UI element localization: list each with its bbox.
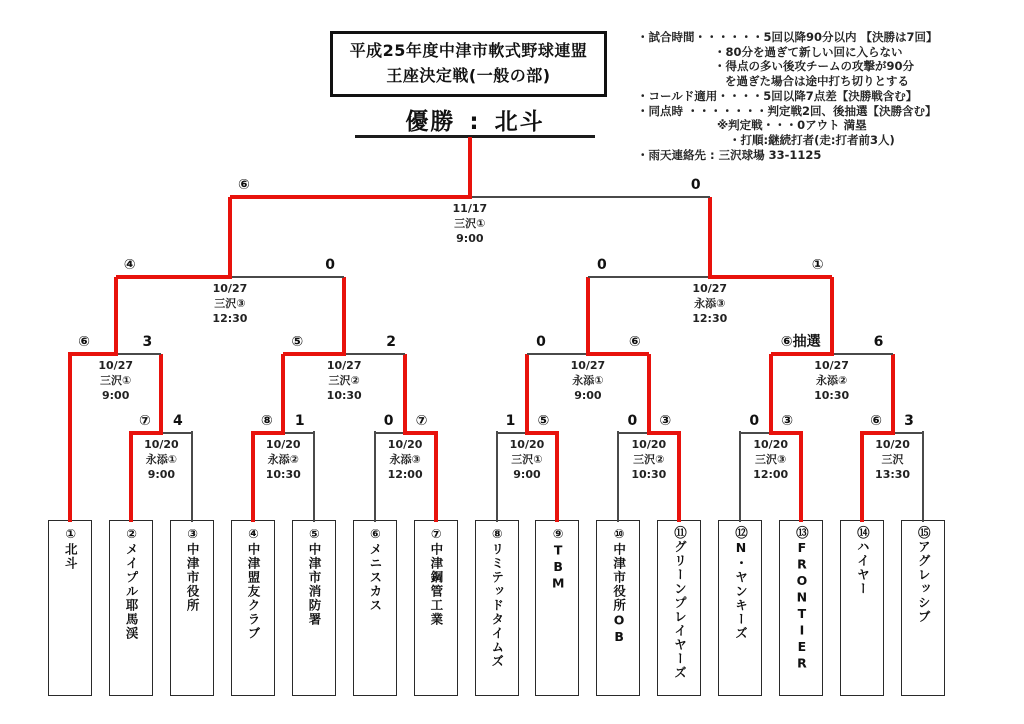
note-line-9: ・雨天連絡先 : 三沢球場 33-1125 xyxy=(637,147,822,162)
note-line-5: ・コールド適用・・・・5回以降7点差【決勝戦含む】 xyxy=(637,88,918,103)
f1-bar-left xyxy=(230,195,472,199)
team-name-8: ⑧リミテッドタイムズ xyxy=(489,526,505,669)
m2-leg-right xyxy=(313,431,315,522)
q1-time: 9:00 xyxy=(102,389,130,402)
q3-venue: 永添① xyxy=(572,374,604,387)
team-name-10: ⑩中津市役所OB xyxy=(611,526,627,646)
m1-date: 10/20 xyxy=(144,438,179,451)
m7-score-right: 3 xyxy=(904,413,914,429)
team-name-14: ⑭ハイヤー xyxy=(855,526,871,596)
q1-leg-left xyxy=(68,352,72,522)
team-box-14 xyxy=(840,520,884,696)
m2-bar-right xyxy=(281,432,313,434)
s1-bar-right xyxy=(228,276,344,278)
m3-bar-right xyxy=(403,431,435,435)
q2-bar-left xyxy=(283,352,346,356)
team-box-11 xyxy=(657,520,701,696)
m7-bar-right xyxy=(891,432,923,434)
q1-bar-left xyxy=(70,352,118,356)
team-box-7 xyxy=(414,520,458,696)
m4-venue: 三沢① xyxy=(511,453,543,466)
m5-leg-right xyxy=(677,431,681,522)
s1-date: 10/27 xyxy=(212,282,248,295)
q1-score-right: 3 xyxy=(142,334,153,350)
team-name-1: ①北斗 xyxy=(63,526,79,571)
note-line-4: を過ぎた場合は途中打ち切りとする xyxy=(725,74,909,89)
note-line-6: ・同点時 ・・・・・・・判定戦2回、後抽選【決勝含む】 xyxy=(637,103,937,118)
s2-date: 10/27 xyxy=(692,282,728,295)
s2-score-left: 0 xyxy=(597,257,607,273)
s2-bar-left xyxy=(588,276,712,278)
q3-bar-left xyxy=(527,353,590,355)
team-name-7: ⑦中津鋼管工業 xyxy=(428,526,444,627)
m4-score-right: ⑤ xyxy=(537,413,550,429)
q1-bar-right xyxy=(114,353,162,355)
team-box-13 xyxy=(779,520,823,696)
m7-time: 13:30 xyxy=(875,468,911,481)
f1-bar-right xyxy=(468,196,710,198)
q1-score-left: ⑥ xyxy=(78,334,90,350)
m6-bar-right xyxy=(769,431,801,435)
team-box-3 xyxy=(170,520,214,696)
q1-date: 10/27 xyxy=(98,359,134,372)
q4-score-right: 6 xyxy=(873,334,884,350)
team-box-2 xyxy=(109,520,153,696)
q4-bar-left xyxy=(771,352,834,356)
title-box xyxy=(330,31,607,97)
m5-time: 10:30 xyxy=(631,468,667,481)
f1-score-left: ⑥ xyxy=(238,177,250,193)
q3-score-right: ⑥ xyxy=(628,334,641,350)
m3-score-right: ⑦ xyxy=(415,413,428,429)
m7-venue: 三沢 xyxy=(881,453,904,466)
m4-date: 10/20 xyxy=(509,438,545,451)
m3-time: 12:00 xyxy=(387,468,423,481)
m5-bar-right xyxy=(647,431,679,435)
m2-winner-riser xyxy=(281,354,285,435)
champion-label: 優勝 xyxy=(405,109,456,135)
m3-score-left: 0 xyxy=(383,413,394,429)
q3-winner-riser xyxy=(586,277,590,356)
f1-time: 9:00 xyxy=(456,232,484,245)
team-box-12 xyxy=(718,520,762,696)
team-name-13: ⑬FRONTIER xyxy=(794,526,810,672)
title-line-1: 平成25年度中津市軟式野球連盟 xyxy=(349,41,588,61)
s1-score-left: ④ xyxy=(123,257,136,273)
note-line-8: ・打順:継続打者(走:打者前3人) xyxy=(729,132,895,147)
q4-bar-right xyxy=(830,353,893,355)
note-line-7: ※判定戦・・・0アウト 満塁 xyxy=(717,118,867,133)
m4-bar-right xyxy=(525,431,557,435)
m5-score-right: ③ xyxy=(659,413,672,429)
champion-name: 北斗 xyxy=(494,109,545,135)
m5-leg-left xyxy=(617,431,619,522)
q4-score-left: ⑥抽選 xyxy=(780,334,821,350)
f1-venue: 三沢① xyxy=(454,217,486,230)
s2-score-right: ① xyxy=(811,257,824,273)
m1-score-right: 4 xyxy=(172,413,183,429)
s1-venue: 三沢③ xyxy=(214,297,246,310)
team-box-5 xyxy=(292,520,336,696)
m6-score-left: 0 xyxy=(749,413,760,429)
q2-date: 10/27 xyxy=(326,359,362,372)
m2-venue: 永添② xyxy=(267,453,299,466)
m1-leg-left xyxy=(129,431,133,522)
team-name-12: ⑫N・ヤンキーズ xyxy=(733,526,749,641)
m6-venue: 三沢③ xyxy=(755,453,787,466)
q4-date: 10/27 xyxy=(814,359,849,372)
q3-time: 9:00 xyxy=(574,389,602,402)
note-line-3: ・得点の多い後攻チームの攻撃が90分 xyxy=(714,59,915,74)
m2-leg-left xyxy=(251,431,255,522)
s2-venue: 永添③ xyxy=(694,297,726,310)
champion-underline xyxy=(355,135,595,138)
s2-winner-riser xyxy=(708,197,712,279)
m5-score-left: 0 xyxy=(627,413,638,429)
f1-date: 11/17 xyxy=(452,202,488,215)
s1-time: 12:30 xyxy=(212,312,248,325)
m2-score-left: ⑧ xyxy=(260,413,273,429)
m1-winner-riser xyxy=(159,354,163,435)
q4-winner-riser xyxy=(830,277,834,356)
team-name-11: ⑪グリーンプレイヤーズ xyxy=(672,526,688,680)
m6-winner-riser xyxy=(769,354,773,435)
q1-venue: 三沢① xyxy=(100,374,132,387)
m6-score-right: ③ xyxy=(781,413,794,429)
m6-leg-right xyxy=(799,431,803,522)
m5-venue: 三沢② xyxy=(633,453,665,466)
q3-date: 10/27 xyxy=(570,359,606,372)
team-box-10 xyxy=(596,520,640,696)
team-name-3: ③中津市役所 xyxy=(185,526,201,613)
m1-time: 9:00 xyxy=(147,468,176,481)
team-box-4 xyxy=(231,520,275,696)
s1-score-right: 0 xyxy=(325,257,336,273)
m7-leg-right xyxy=(922,431,924,522)
q3-score-left: 0 xyxy=(536,334,546,350)
m3-leg-right xyxy=(434,431,438,522)
team-name-2: ②メイプル耶馬渓 xyxy=(124,526,140,641)
m3-date: 10/20 xyxy=(387,438,423,451)
m5-date: 10/20 xyxy=(631,438,667,451)
team-name-4: ④中津盟友クラブ xyxy=(246,526,262,641)
note-line-1: ・試合時間・・・・・・5回以降90分以内 【決勝は7回】 xyxy=(637,30,938,44)
m4-leg-right xyxy=(555,431,559,522)
m4-score-left: 1 xyxy=(505,413,516,429)
rules-notes xyxy=(637,30,1023,162)
team-box-6 xyxy=(353,520,397,696)
q4-venue: 永添② xyxy=(815,374,848,387)
m6-leg-left xyxy=(739,431,741,522)
q2-venue: 三沢② xyxy=(328,374,360,387)
m1-leg-right xyxy=(191,431,193,522)
q2-winner-riser xyxy=(342,277,346,356)
team-name-5: ⑤中津市消防署 xyxy=(306,526,322,627)
title-line-2: 王座決定戦(一般の部) xyxy=(386,66,551,85)
q2-score-right: 2 xyxy=(386,334,396,350)
m7-score-left: ⑥ xyxy=(870,413,883,429)
note-line-2: ・80分を過ぎて新しい回に入らない xyxy=(714,44,903,59)
m6-time: 12:00 xyxy=(753,468,789,481)
q1-winner-riser xyxy=(114,277,118,356)
m4-time: 9:00 xyxy=(513,468,541,481)
team-box-1 xyxy=(48,520,92,696)
m1-bar-right xyxy=(159,432,191,434)
team-name-15: ⑮アグレッシブ xyxy=(916,526,932,624)
m3-winner-riser xyxy=(403,354,407,435)
q2-bar-right xyxy=(342,353,405,355)
champion-line xyxy=(355,103,595,136)
q3-bar-right xyxy=(586,352,649,356)
m3-venue: 永添③ xyxy=(389,453,421,466)
q4-time: 10:30 xyxy=(814,389,850,402)
m4-leg-left xyxy=(496,431,498,522)
f1-winner-riser xyxy=(468,137,472,199)
team-box-9 xyxy=(535,520,579,696)
m4-winner-riser xyxy=(525,354,529,435)
m1-score-left: ⑦ xyxy=(138,413,151,429)
m2-score-right: 1 xyxy=(294,413,305,429)
m7-date: 10/20 xyxy=(875,438,910,451)
champion-separator: : xyxy=(469,109,481,135)
s2-time: 12:30 xyxy=(692,312,728,325)
m6-date: 10/20 xyxy=(753,438,789,451)
q2-score-left: ⑤ xyxy=(291,334,304,350)
team-box-8 xyxy=(475,520,519,696)
q2-time: 10:30 xyxy=(326,389,362,402)
team-name-9: ⑨TBM xyxy=(550,526,566,592)
s2-bar-right xyxy=(708,275,832,279)
m7-winner-riser xyxy=(891,354,895,435)
f1-score-right: 0 xyxy=(690,177,701,193)
m3-leg-left xyxy=(374,431,376,522)
m2-time: 10:30 xyxy=(265,468,301,481)
m7-leg-left xyxy=(860,431,864,522)
m5-winner-riser xyxy=(647,354,651,435)
m1-venue: 永添① xyxy=(145,453,178,466)
team-box-15 xyxy=(901,520,945,696)
m2-date: 10/20 xyxy=(265,438,301,451)
s1-winner-riser xyxy=(228,197,232,279)
team-name-6: ⑥メニスカス xyxy=(367,526,383,613)
s1-bar-left xyxy=(116,275,232,279)
